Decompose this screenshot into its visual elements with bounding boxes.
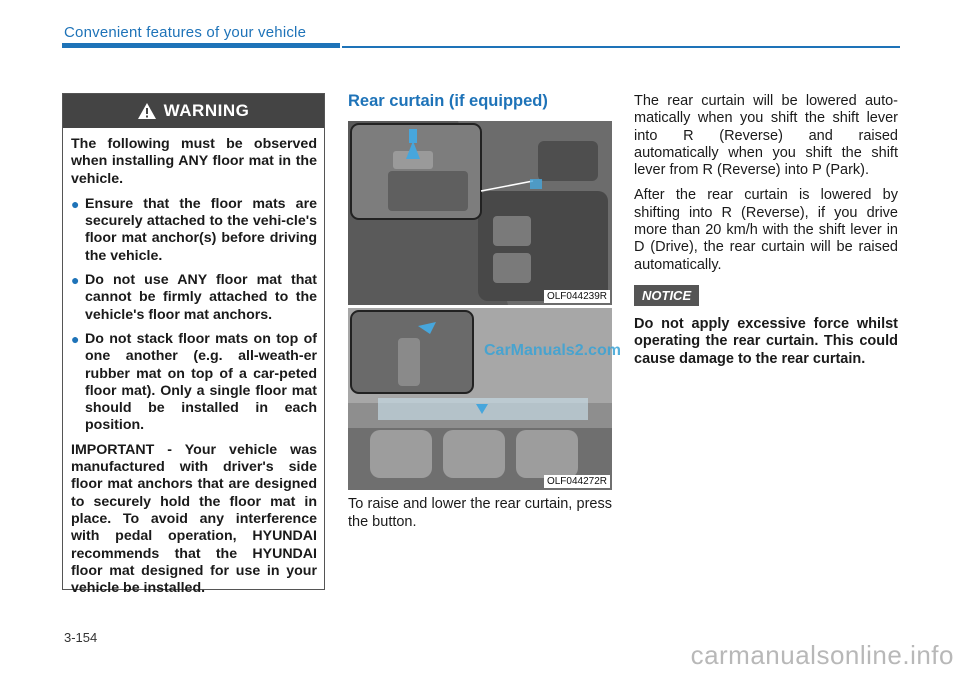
warning-intro: The following must be observed when installing ANY floor mat in the vehicle. [71,136,317,187]
section-title: Rear curtain (if equipped) [348,92,548,110]
rear-seat-illustration [348,308,612,490]
notice-badge: NOTICE [634,285,699,306]
figure-console-button [348,121,612,305]
bullet-dot-icon: ● [71,272,80,289]
watermark: CarManuals2.com [484,342,621,359]
notice-text: Do not apply excessive force whilst operating the rear curtain. This could cause damage to the rear curtain. [634,316,898,367]
header-rule [342,46,900,48]
page-number: 3-154 [64,630,98,645]
warning-header [63,94,324,128]
figure-label: OLF044272R [544,475,610,488]
warning-triangle-icon [138,103,156,119]
page-header-title: Convenient features of your vehicle [64,24,307,41]
warning-important: IMPORTANT - Your vehicle was manufactured with driver's side floor mat anchors that are designed to securely hold the floor mat in place. To avoid any interference with pedal operation, HYUNDAI recommends that the HYUNDAI floor mat designed for use in your vehicle be installed. [71,441,317,597]
header-bar [62,43,340,48]
paragraph: The rear curtain will be lowered auto-matically when you shift the shift lever into R (Reverse) and raised automatically when you shift the shift lever from R (Reverse) into P (Park). [634,93,898,179]
figure-label: OLF044239R [544,290,610,303]
warning-title: WARNING [163,101,250,120]
warning-bullet: ● Ensure that the floor mats are securely attached to the vehi-cle's floor mat anchor(s) before driving the vehicle. [71,195,317,264]
paragraph: After the rear curtain is lowered by shifting into R (Reverse), if you drive more than 20 km/h with the shift lever in D (Drive), the rear curtain will be raised automatically. [634,187,898,273]
console-illustration [348,121,612,305]
section-body: To raise and lower the rear curtain, press the button. [348,496,612,530]
warning-box [62,93,325,597]
figure-rear-curtain [348,308,612,490]
warning-bullet: ● Do not use ANY floor mat that cannot be firmly attached to the vehicle's floor mat anchors. [71,272,317,323]
bullet-dot-icon: ● [71,195,80,212]
right-column [634,93,898,282]
warning-body [63,128,324,597]
footer-watermark: carmanualsonline.info [690,640,954,670]
warning-bullet: ● Do not stack floor mats on top of one another (e.g. all-weath-er rubber mat on top of a car-peted floor mat). Only a single floor mat should be installed in each position. [71,330,317,434]
bullet-dot-icon: ● [71,330,80,347]
